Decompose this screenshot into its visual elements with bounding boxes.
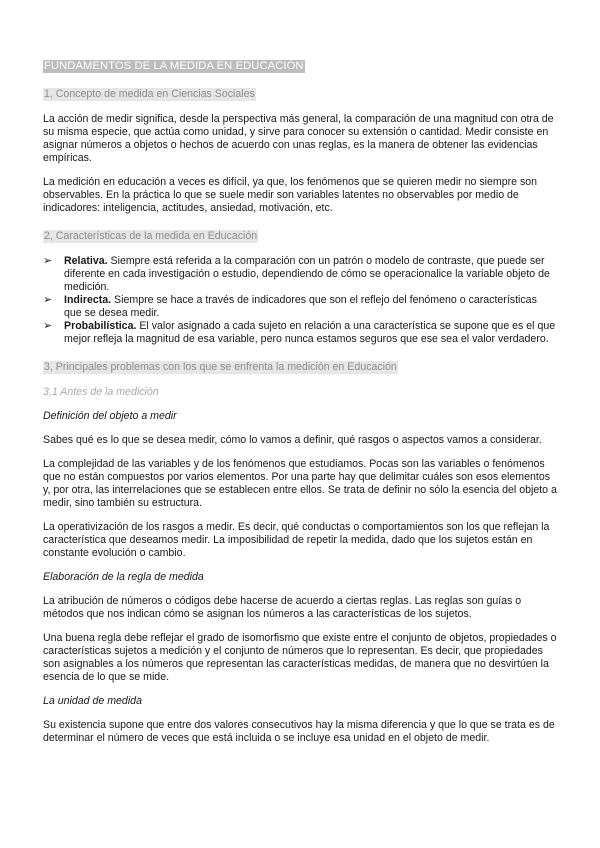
- definition-paragraph-1: Sabes qué es lo que se desea medir, cómo lo vamos a definir, qué rasgos o aspectos vamos a considerar.: [43, 434, 542, 446]
- rule-heading: Elaboración de la regla de medida: [43, 571, 204, 583]
- list-item: [43, 255, 557, 294]
- section-1-heading: 1, Concepto de medida en Ciencias Sociales: [44, 88, 255, 100]
- rule-paragraph-2: Una buena regla debe reflejar el grado de isomorfismo que existe entre el conjunto de objetos, propiedades o características sujetos a medición y el conjunto de números que lo representan. Es decir, que propiedades son asignables a los números que representan las características medidas, de manera que no desvirtúen la esencia de lo que se mide.: [43, 632, 557, 683]
- section-3-heading-wrap: [43, 357, 557, 375]
- section-3-heading: 3, Principales problemas con los que se enfrenta la medición en Educación: [44, 361, 397, 373]
- list-item-term: Relativa.: [64, 255, 108, 267]
- document-title: FUNDAMENTOS DE LA MEDIDA EN EDUCACIÓN: [44, 60, 304, 72]
- arrow-bullet-icon: ➢: [43, 255, 53, 267]
- section-1-paragraph-1: La acción de medir significa, desde la perspectiva más general, la comparación de una magnitud con otra de su misma especie, que actúa como unidad, y sirve para conocer su extensión o cantidad. Medir consiste en asignar números a objetos o hechos de acuerdo con unas reglas, es la manera de obtener las evidencias empíricas.: [43, 113, 554, 164]
- arrow-bullet-icon: ➢: [43, 320, 53, 332]
- rule-paragraph-1: La atribución de números o códigos debe hacerse de acuerdo a ciertas reglas. Las reglas son guías o métodos que nos indican cómo se asignan los números a las características de los sujetos.: [43, 595, 522, 620]
- subsection-3-1-heading: 3,1 Antes de la medición: [43, 386, 159, 398]
- characteristics-list: [43, 255, 557, 346]
- definition-paragraph-2: La complejidad de las variables y de los fenómenos que estudiamos. Pocas son las variables o fenómenos que no están compuestos por varios elementos. Por una parte hay que delimitar cuáles son esos elementos y, por otra, las interrelaciones que se establecen entre ellos. Se trata de definir no sólo la esencia del objeto a medir, sino también su estructura.: [43, 458, 557, 509]
- unit-paragraph-1: Su existencia supone que entre dos valores consecutivos hay la misma diferencia y que lo que se trata es de determinar el número de veces que está incluida o se incluye esa unidad en el objeto de medir.: [43, 719, 555, 744]
- document-page: [43, 56, 557, 756]
- section-2-heading-wrap: [43, 226, 557, 244]
- definition-heading: Definición del objeto a medir: [43, 410, 177, 422]
- list-item: [43, 294, 557, 320]
- list-item-text: Siempre se hace a través de indicadores que son el reflejo del fenómeno o características que se desea medir.: [64, 294, 537, 319]
- unit-heading: La unidad de medida: [43, 695, 142, 707]
- list-item-text: Siempre está referida a la comparación con un patrón o modelo de contraste, que puede ser diferente en cada investigación o estudio, dependiendo de cómo se operacionalice la variable objeto de medición.: [64, 255, 550, 293]
- definition-paragraph-3: La operativización de los rasgos a medir. Es decir, qué conductas o comportamientos son los que reflejan la característica que deseamos medir. La imposibilidad de repetir la medida, dado que los sujetos están en constante evolución o cambio.: [43, 521, 550, 559]
- list-item-text: El valor asignado a cada sujeto en relación a una característica se supone que es el que mejor refleja la magnitud de esa variable, pero nunca estamos seguros que ese sea el valor verdadero.: [64, 320, 556, 345]
- section-2-heading: 2, Características de la medida en Educación: [44, 230, 258, 242]
- list-item-term: Indirecta.: [64, 294, 112, 306]
- section-1-heading-wrap: [43, 84, 557, 102]
- document-title-wrap: [43, 56, 557, 84]
- section-1-paragraph-2: La medición en educación a veces es difícil, ya que, los fenómenos que se quieren medir no siempre son observables. En la práctica lo que se suele medir son variables latentes no observables por medio de indicadores: inteligencia, actitudes, ansiedad, motivación, etc.: [43, 176, 538, 214]
- list-item-term: Probabilística.: [64, 320, 137, 332]
- arrow-bullet-icon: ➢: [43, 294, 53, 306]
- list-item: [43, 320, 557, 346]
